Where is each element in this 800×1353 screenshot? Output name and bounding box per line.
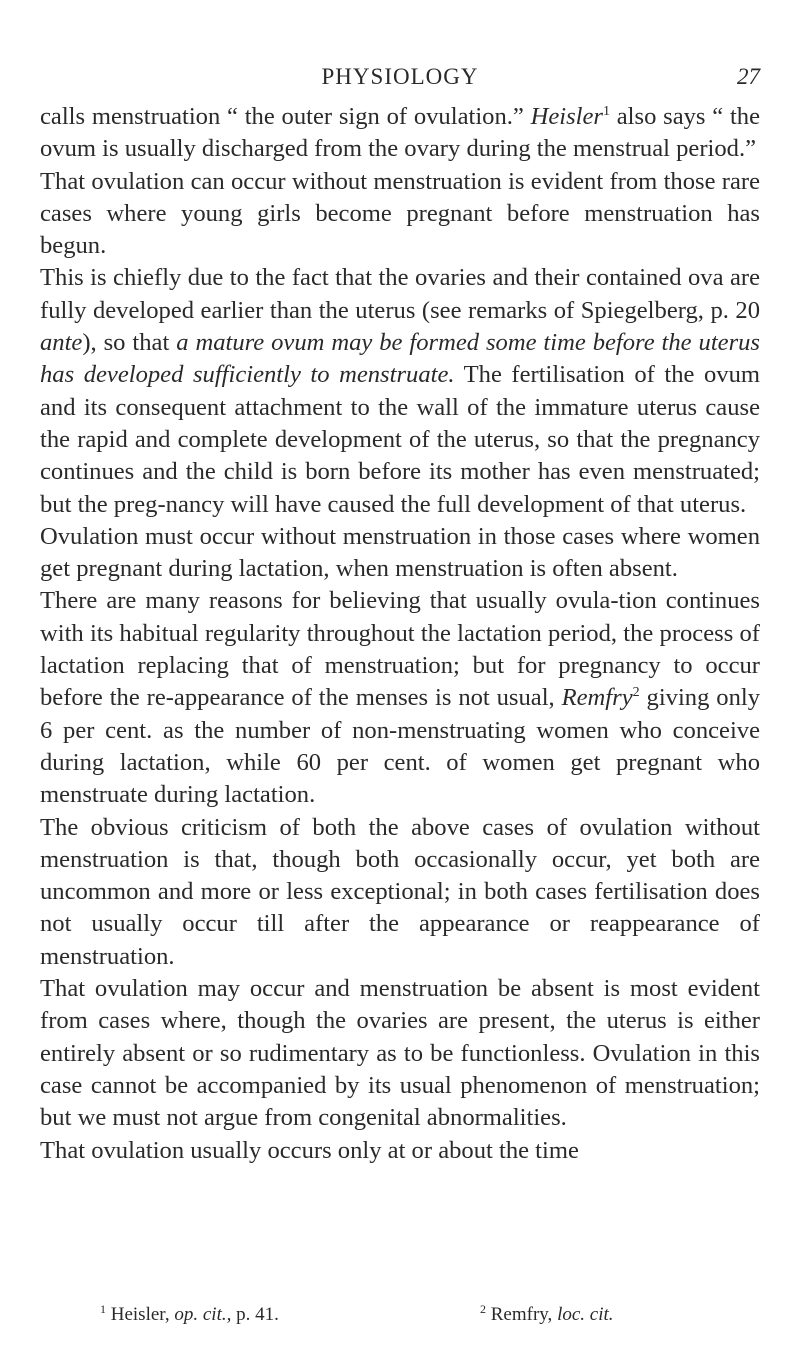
body-text xyxy=(40,101,760,1167)
footnote-ref-1: 1 xyxy=(602,104,610,119)
paragraph-2: That ovulation can occur without menstruation is evident from those rare cases where young girls become pregnant before menstruation has begun. xyxy=(40,167,760,260)
footnote-ref-2: 2 xyxy=(632,685,640,701)
author-remfry: Remfry xyxy=(561,684,633,712)
footnote-2: $^2$ Remfry, loc. cit. xyxy=(480,1302,614,1325)
footnote-1: $^1$ Heisler, op. cit., p. 41. xyxy=(100,1302,279,1325)
running-head xyxy=(40,64,760,96)
paragraph-5: There are many reasons for believing that usually ovula-tion continues with its habitual regularity throughout the lactation period, the process of lactation replacing that of menstruation; but for pregnancy to occur before the re-appearance of the menses is not usual, Remfry$^2$ giving only 6 per cent. as the number of non-menstruating women who conceive during lactation, while 60 per cent. of women get pregnant who menstruate during lactation. xyxy=(40,587,761,809)
paragraph-3: This is chiefly due to the fact that the ovaries and their contained ova are fully developed earlier than the uterus (see remarks of Spiegelberg, p. 20 ante), so that a mature ovum may be formed some time before the uterus has developed sufficiently to menstruate. The fertilisation of the ovum and its consequent attachment to the wall of the immature uterus cause the rapid and complete development of the uterus, so that the pregnancy continues and the child is born before its mother has even menstruated; but the preg-nancy will have caused the full development of that uterus. xyxy=(40,264,761,518)
emphasized-sentence: a mature ovum may be formed some time before the uterus has developed sufficiently to menstruate. xyxy=(40,329,761,389)
paragraph-4: Ovulation must occur without menstruation in those cases where women get pregnant during lactation, when menstruation is often absent. xyxy=(40,522,760,583)
paragraph-7: That ovulation may occur and menstruation be absent is most evident from cases where, though the ovaries are present, the uterus is either entirely absent or so rudimentary as to be functionless. Ovulation in this case cannot be accompanied by its usual phenomenon of menstruation; but we must not argue from congenital abnormalities. xyxy=(40,975,760,1132)
paragraph-1: calls menstruation “ the outer sign of ovulation.” Heisler$^1$ also says “ the ovum is usually discharged from the ovary during the menstrual period.” xyxy=(40,103,760,163)
author-heisler: Heisler xyxy=(530,103,603,130)
book-page xyxy=(40,0,760,1353)
paragraph-8: That ovulation usually occurs only at or about the time xyxy=(40,1136,579,1164)
page-number: 27 xyxy=(737,64,760,89)
running-title: PHYSIOLOGY xyxy=(321,64,479,89)
paragraph-6: The obvious criticism of both the above cases of ovulation without menstruation is that, though both occasionally occur, yet both are uncommon and more or less exceptional; in both cases fertilisation does not usually occur till after the appearance or reappearance of menstruation. xyxy=(40,813,760,970)
